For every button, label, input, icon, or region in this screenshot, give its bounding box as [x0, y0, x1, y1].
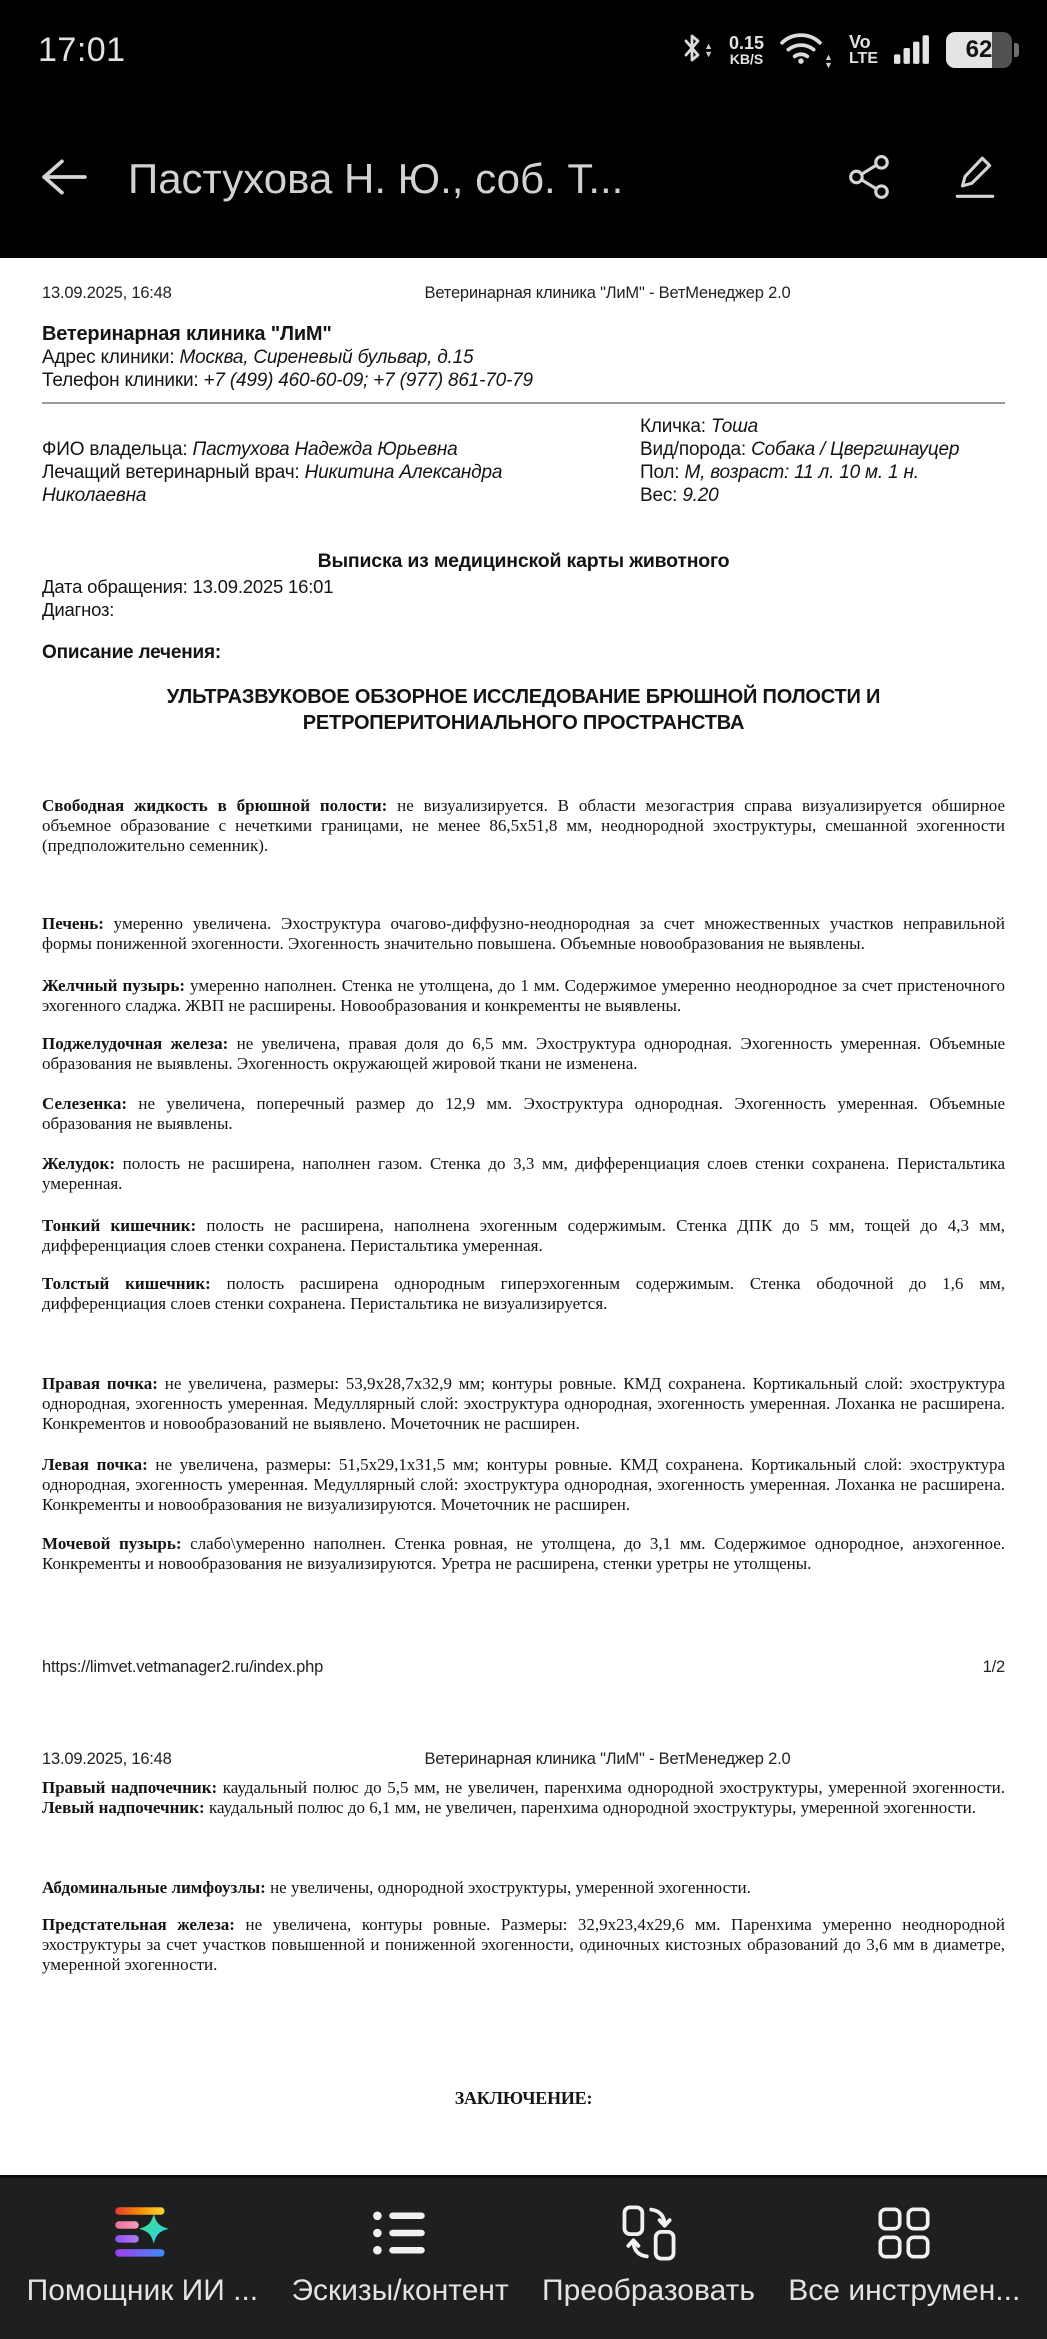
clinic-name: Ветеринарная клиника "ЛиМ": [42, 323, 332, 345]
treatment-label: Описание лечения:: [42, 642, 221, 663]
battery-indicator: [946, 32, 1019, 68]
print-date: 13.09.2025, 16:48: [42, 1750, 172, 1768]
print-app-title: Ветеринарная клиника "ЛиМ" - ВетМенеджер 2.0: [424, 284, 791, 302]
para-spleen: Селезенка: не увеличена, поперечный размер до 12,9 мм. Эхоструктура однородная. Эхогенность умеренная. Объемные образования не выявлены.: [42, 1094, 1005, 1133]
app-bar: [0, 100, 1047, 258]
para-pancreas: Поджелудочная железа: не увеличена, правая доля до 6,5 мм. Эхоструктура однородная. Эхогенность умеренная. Объемные образования не выявлены. Эхогенность окружающей жировой ткани не изменена.: [42, 1034, 1005, 1073]
back-button[interactable]: [40, 158, 88, 201]
wifi-icon: [780, 32, 822, 69]
bluetooth-icon: [682, 31, 702, 70]
status-icons: [682, 31, 1019, 70]
owner-line: ФИО владельца: Пастухова Надежда Юрьевна: [42, 439, 458, 460]
diagnosis-line: Диагноз:: [42, 599, 115, 620]
toolbar-label: Помощник ИИ ...: [26, 2274, 259, 2307]
toolbar-item-convert[interactable]: [542, 2204, 755, 2308]
toolbar-item-ai-assistant[interactable]: [27, 2204, 259, 2308]
extract-title: Выписка из медицинской карты животного: [317, 550, 730, 572]
print-header-page1: [42, 284, 1005, 304]
bottom-toolbar: [0, 2175, 1047, 2339]
status-bar: [0, 0, 1047, 100]
wifi-activity-arrows: ▲ ▼: [824, 51, 833, 70]
toolbar-label: Преобразовать: [542, 2274, 755, 2307]
clinic-address: Адрес клиники: Москва, Сиреневый бульвар, д.15: [42, 347, 474, 368]
page-number: 1/2: [982, 1658, 1005, 1676]
clinic-phone: Телефон клиники: +7 (499) 460-60-09; +7 (977) 861-70-79: [42, 370, 533, 391]
toolbar-item-all-tools[interactable]: [788, 2204, 1020, 2308]
toolbar-item-outline[interactable]: [291, 2204, 508, 2308]
vet-line: Лечащий ветеринарный врач: Никитина Александра Николаевна: [42, 462, 503, 506]
pet-sex-age-line: Пол: М, возраст: 11 л. 10 м. 1 н.: [640, 462, 919, 483]
para-adrenals: Правый надпочечник: каудальный полюс до 5,5 мм, не увеличен, паренхима однородной эхоструктуры, умеренной эхогенности. Левый надпочечник: каудальный полюс до 6,1 мм, не увеличен, паренхима однородной эхоструктуры, умеренной эхогенности.: [42, 1778, 1005, 1817]
network-speed: 0.15 KB/S: [729, 33, 765, 67]
print-url: https://limvet.vetmanager2.ru/index.php: [42, 1658, 324, 1676]
conclusion-label: ЗАКЛЮЧЕНИЕ:: [454, 2088, 593, 2108]
convert-icon: [620, 2204, 678, 2262]
pet-name-line: Кличка: Тоша: [640, 416, 759, 437]
para-gallbladder: Желчный пузырь: умеренно наполнен. Стенка не утолщена, до 1 мм. Содержимое умеренно неоднородное за счет пристеночного эхогенного сладжа. ЖВП не расширены. Новообразования и конкременты не выявлены.: [42, 976, 1005, 1015]
para-small-intestine: Тонкий кишечник: полость не расширена, наполнена эхогенным содержимым. Стенка ДПК до 5 мм, тощей до 4,3 мм, дифференциация слоев стенки сохранена. Перистальтика умеренная.: [42, 1216, 1005, 1255]
volte-indicator: Vo LTE: [848, 32, 878, 67]
para-prostate: Предстательная железа: не увеличена, контуры ровные. Размеры: 32,9х23,4х29,6 мм. Паренхима умеренно неоднородной эхоструктуры за счет участков повышенной и пониженной эхогенности, одиночных кистозных образований до 3,6 мм в диаметре, умеренной эхогенности.: [42, 1915, 1005, 1974]
outline-list-icon: [372, 2204, 428, 2262]
para-left-kidney: Левая почка: не увеличена, размеры: 51,5х29,1х31,5 мм; контуры ровные. КМД сохранена. Кортикальный слой: эхоструктура однородная, эхогенность умеренная. Медуллярный слой: эхоструктура однородная, эхогенность умеренная. Лоханка не расширена. Конкременты и новообразования не визуализируются. Мочеточник не расширен.: [42, 1455, 1005, 1514]
pet-breed-line: Вид/порода: Собака / Цвергшнауцер: [640, 439, 960, 460]
print-date: 13.09.2025, 16:48: [42, 284, 172, 302]
share-icon[interactable]: [847, 154, 893, 205]
para-bladder: Мочевой пузырь: слабо\умеренно наполнен. Стенка ровная, не утолщена, до 3,1 мм. Содержимое однородное, анэхогенное. Конкременты и новообразования не визуализируются. Уретра не расширена, стенки уретры не утолщены.: [42, 1534, 1005, 1573]
visit-date-line: Дата обращения: 13.09.2025 16:01: [42, 576, 334, 597]
print-footer-page1: [42, 1658, 1005, 1678]
ultrasound-title: УЛЬТРАЗВУКОВОЕ ОБЗОРНОЕ ИССЛЕДОВАНИЕ БРЮШНОЙ ПОЛОСТИ И РЕТРОПЕРИТОНИАЛЬНОГО ПРОСТРАНСТВА: [166, 686, 881, 734]
clock: 17:01: [38, 30, 126, 69]
print-app-title: Ветеринарная клиника "ЛиМ" - ВетМенеджер 2.0: [424, 1750, 791, 1768]
edit-icon[interactable]: [951, 153, 999, 206]
battery-percent: 62: [965, 36, 993, 63]
para-right-kidney: Правая почка: не увеличена, размеры: 53,9х28,7х32,9 мм; контуры ровные. КМД сохранена. Кортикальный слой: эхоструктура однородная, эхогенность умеренная. Медуллярный слой: эхоструктура однородная, эхогенность умеренная. Лоханка не расширена. Конкрементов и новообразований не выявлено. Мочеточник не расширен.: [42, 1374, 1005, 1433]
all-tools-grid-icon: [876, 2204, 932, 2262]
pet-weight-line: Вес: 9.20: [640, 485, 719, 506]
para-lymph-nodes: Абдоминальные лимфоузлы: не увеличены, однородной эхоструктуры, умеренной эхогенности.: [42, 1878, 751, 1897]
document-title: Пастухова Н. Ю., соб. Т...: [128, 155, 624, 202]
print-header-page2: [42, 1750, 1005, 1770]
toolbar-label: Все инструмен...: [788, 2274, 1021, 2307]
ai-sparkle-icon: [112, 2204, 172, 2262]
document-page[interactable]: [0, 258, 1047, 2175]
header-divider: [42, 402, 1005, 404]
para-stomach: Желудок: полость не расширена, наполнен газом. Стенка до 3,3 мм, дифференциация слоев стенки сохранена. Перистальтика умеренная.: [42, 1154, 1005, 1193]
bluetooth-activity-arrows: ▲ ▼: [704, 41, 713, 59]
para-free-fluid: Свободная жидкость в брюшной полости: не визуализируется. В области мезогастрия справа визуализируется обширное объемное образование с нечеткими границами, не менее 86,5х51,8 мм, неоднородной эхоструктуры, смешанной эхогенности (предположительно семенник).: [42, 796, 1005, 855]
signal-strength-icon: [894, 32, 930, 69]
para-large-intestine: Толстый кишечник: полость расширена однородным гиперэхогенным содержимым. Стенка ободочной до 1,6 мм, дифференциация слоев стенки сохранена. Перистальтика не визуализируется.: [42, 1274, 1005, 1313]
patient-info-block: [42, 415, 1005, 507]
toolbar-label: Эскизы/контент: [291, 2274, 509, 2307]
para-liver: Печень: умеренно увеличена. Эхоструктура очагово-диффузно-неоднородная за счет множественных участков неправильной формы пониженной эхогенности. Эхогенность значительно повышена. Объемные новообразования не выявлены.: [42, 914, 1005, 953]
